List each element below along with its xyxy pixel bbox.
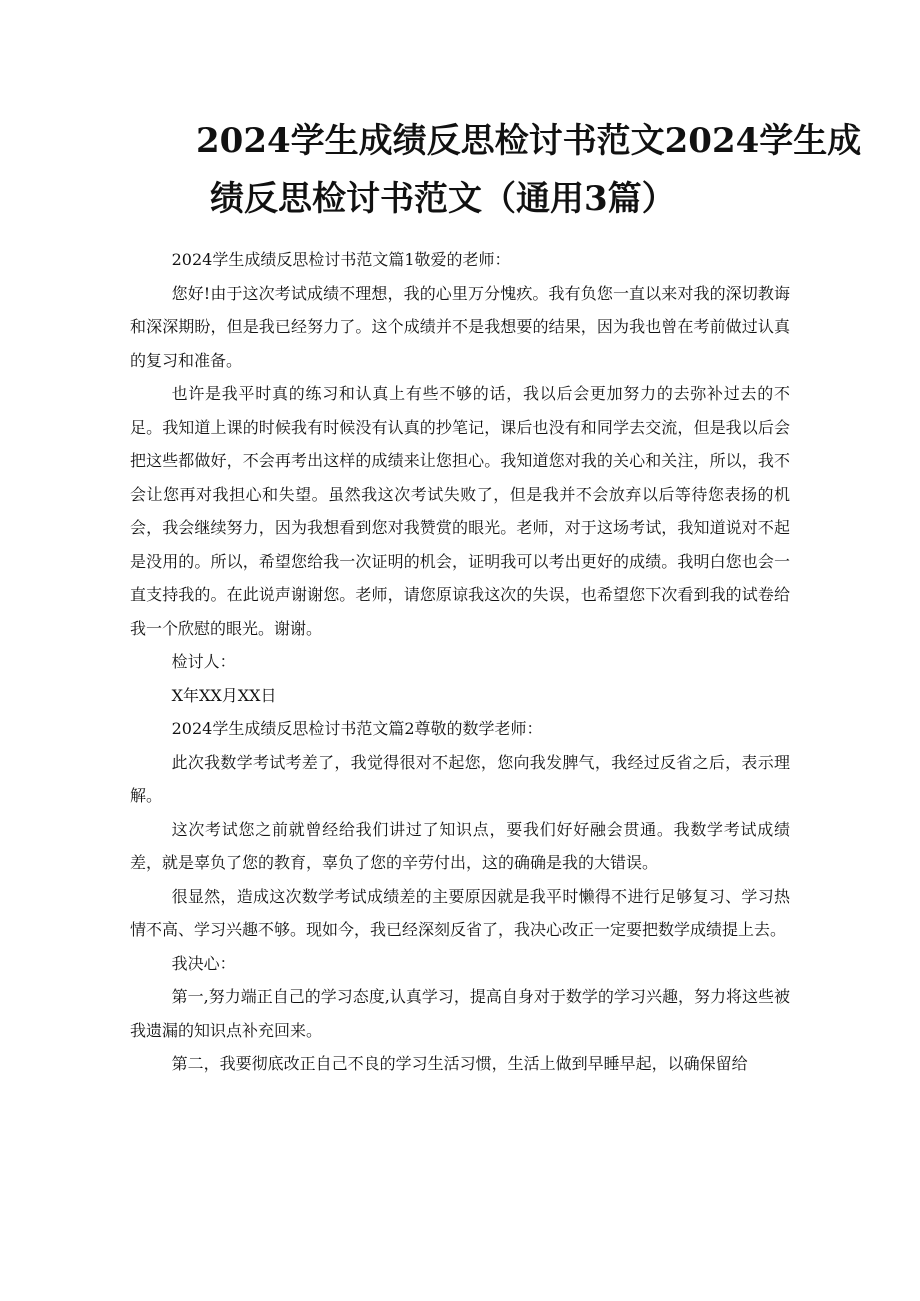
title-line-2: 绩反思检讨书范文（通用3篇） <box>210 179 676 219</box>
paragraph: 这次考试您之前就曾经给我们讲过了知识点，要我们好好融会贯通。我数学考试成绩差，就是辜负了您的教育，辜负了您的辛劳付出，这的确确是我的大错误。 <box>130 819 790 872</box>
paragraph: 很显然，造成这次数学考试成绩差的主要原因就是我平时懒得不进行足够复习、学习热情不高、学习兴趣不够。现如今，我已经深刻反省了，我决心改正一定要把数学成绩提上去。 <box>130 886 790 939</box>
paragraph-heading-1: 2024学生成绩反思检讨书范文篇1敬爱的老师： <box>171 250 511 269</box>
date-line: X年XX月XX日 <box>171 685 277 705</box>
title-line-1: 2024学生成绩反思检讨书范文2024学生成 <box>196 121 862 161</box>
paragraph: 也许是我平时真的练习和认真上有些不够的话，我以后会更加努力的去弥补过去的不足。我知道上课的时候我有时候没有认真的抄笔记，课后也没有和同学去交流，但是我以后会把这些都做好，不会再考出这样的成绩来让您担心。我知道您对我的关心和关注，所以，我不会让您再对我担心和失望。虽然我这次考试失败了，但是我并不会放弃以后等待您表扬的机会，我会继续努力，因为我想看到您对我赞赏的眼光。老师，对于这场考试，我知道说对不起是没用的。所以，希望您给我一次证明的机会，证明我可以考出更好的成绩。我明白您也会一直支持我的。在此说声谢谢您。老师，请您原谅我这次的失误，也希望您下次看到我的试卷给我一个欣慰的眼光。谢谢。 <box>130 384 790 638</box>
paragraph: 我决心： <box>171 953 236 973</box>
paragraph-heading-2: 2024学生成绩反思检讨书范文篇2尊敬的数学老师： <box>171 719 543 738</box>
paragraph: 第二，我要彻底改正自己不良的学习生活习惯，生活上做到早睡早起，以确保留给 <box>171 1054 748 1073</box>
signature-label: 检讨人： <box>171 652 236 671</box>
paragraph: 第一,努力端正自己的学习态度,认真学习，提高自身对于数学的学习兴趣，努力将这些被我遗漏的知识点补充回来。 <box>130 987 790 1040</box>
paragraph: 此次我数学考试考差了，我觉得很对不起您，您向我发脾气，我经过反省之后，表示理解。 <box>130 752 790 805</box>
document-title <box>130 112 862 228</box>
paragraph: 您好!由于这次考试成绩不理想，我的心里万分愧疚。我有负您一直以来对我的深切教诲和深深期盼，但是我已经努力了。这个成绩并不是我想要的结果，因为我也曾在考前做过认真的复习和准备。 <box>130 283 790 370</box>
document-body <box>130 243 790 1081</box>
